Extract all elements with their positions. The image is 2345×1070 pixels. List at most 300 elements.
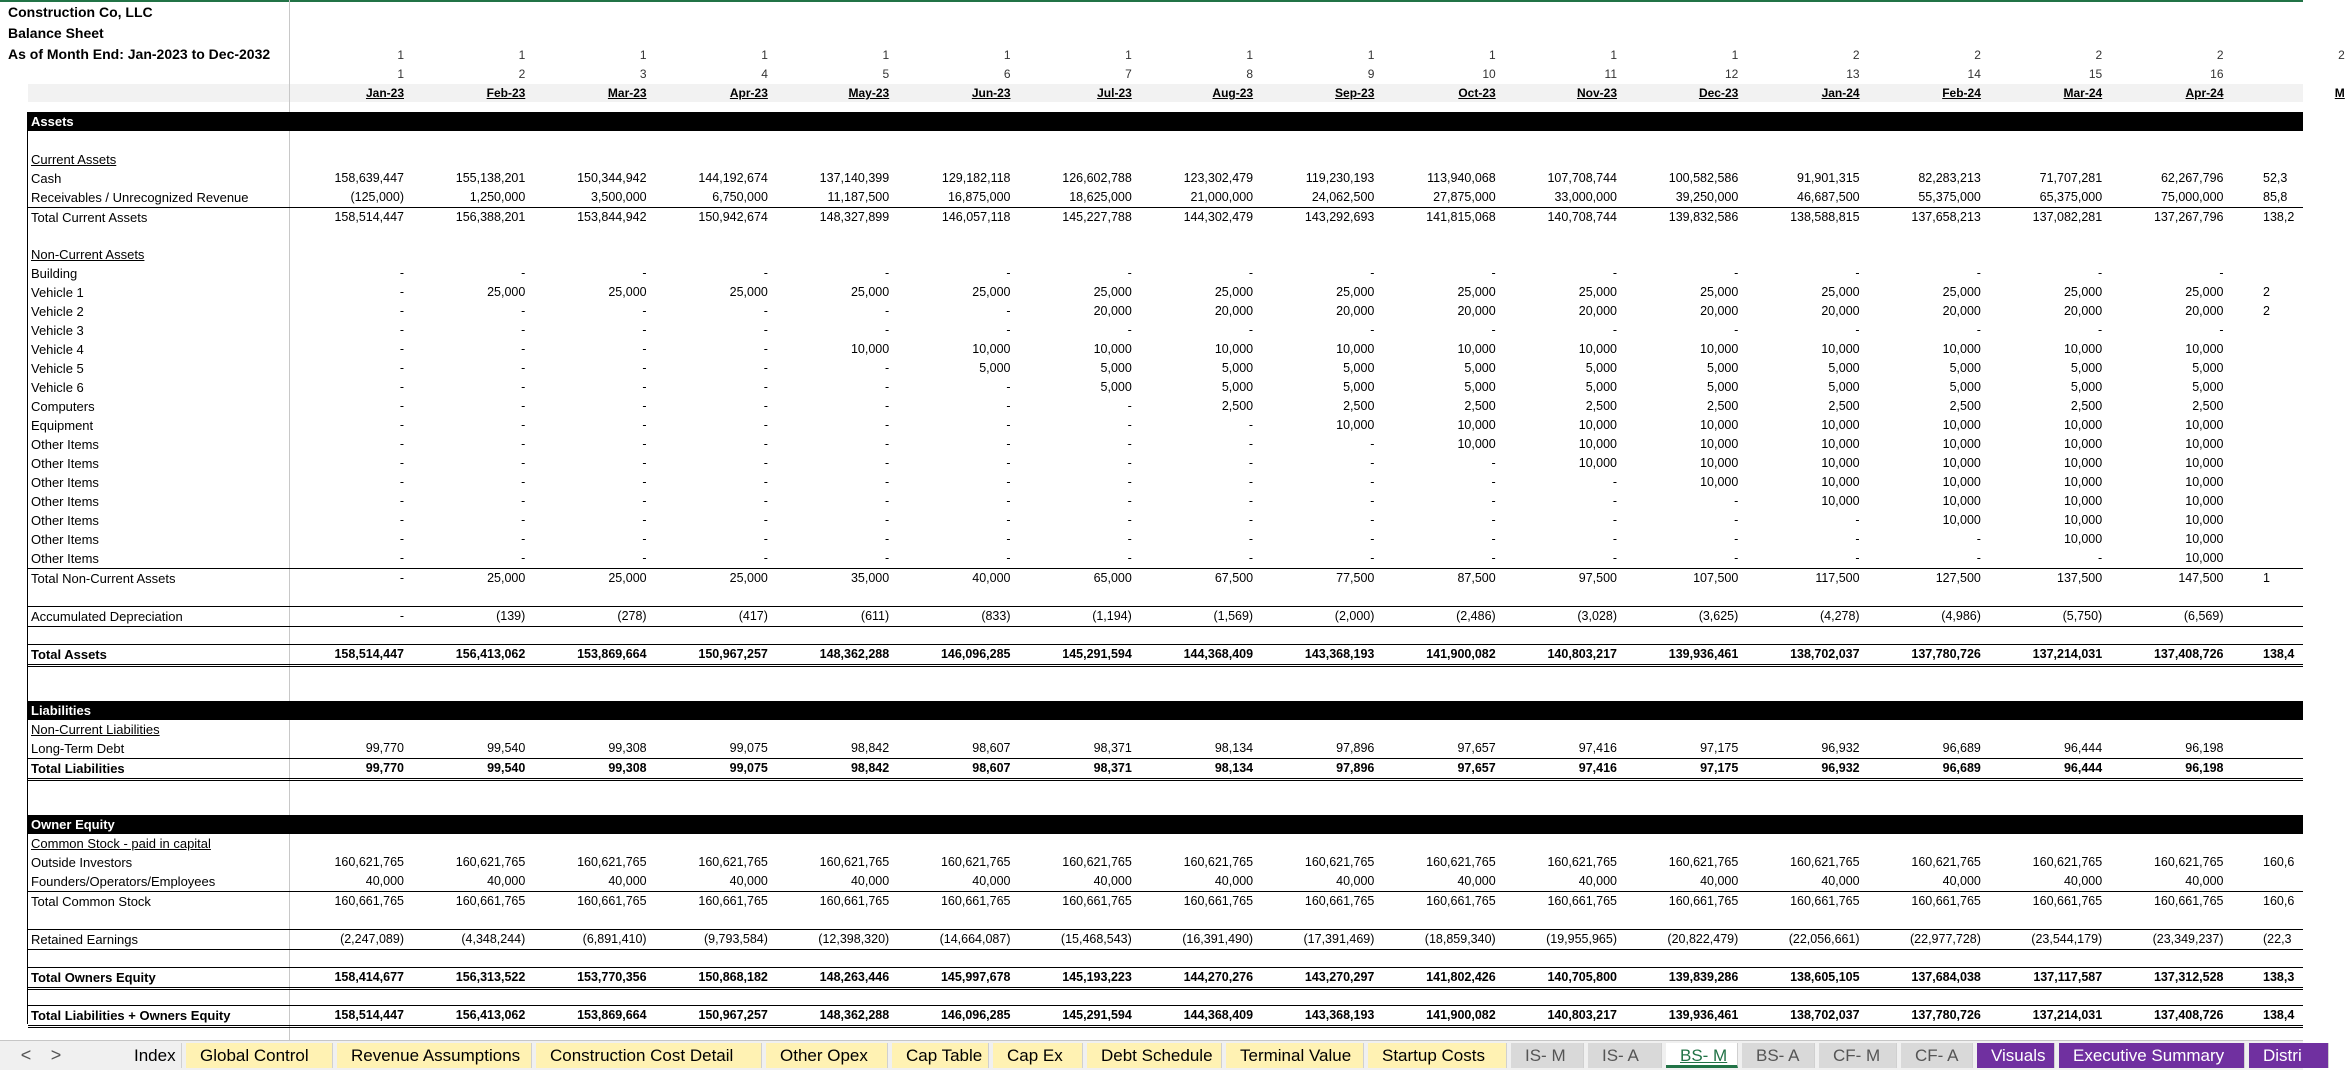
- sheet-tab-cap-ex[interactable]: Cap Ex: [993, 1043, 1083, 1068]
- value-cell[interactable]: 137,500: [2057, 571, 2103, 585]
- value-cell[interactable]: 139,936,461: [1668, 1008, 1739, 1022]
- value-cell[interactable]: 20,000: [2185, 304, 2224, 318]
- value-cell[interactable]: -: [399, 285, 404, 299]
- sheet-tab-distri[interactable]: Distri: [2249, 1043, 2329, 1068]
- value-cell[interactable]: 5,000: [1464, 380, 1496, 394]
- row-label[interactable]: Non-Current Assets: [31, 247, 145, 262]
- value-cell[interactable]: 141,900,082: [1426, 647, 1496, 661]
- value-cell[interactable]: (1,194): [1092, 609, 1132, 623]
- value-cell[interactable]: 2,500: [1221, 399, 1254, 413]
- value-cell[interactable]: 25,000: [2063, 285, 2103, 299]
- value-cell[interactable]: -: [1734, 513, 1739, 527]
- value-cell[interactable]: 140,803,217: [1547, 647, 1617, 661]
- value-cell[interactable]: 40,000: [1578, 874, 1617, 888]
- row-label[interactable]: Other Items: [31, 456, 99, 471]
- value-cell[interactable]: 67,500: [1214, 571, 1254, 585]
- value-cell[interactable]: -: [521, 513, 526, 527]
- value-cell[interactable]: 143,270,297: [1304, 970, 1375, 984]
- value-cell[interactable]: 10,000: [1821, 437, 1860, 451]
- value-cell[interactable]: 141,900,082: [1426, 1008, 1496, 1022]
- value-cell[interactable]: 33,000,000: [1554, 190, 1617, 204]
- value-cell[interactable]: -: [1006, 418, 1011, 432]
- value-cell[interactable]: 10,000: [1942, 456, 1981, 470]
- value-cell[interactable]: -: [2098, 266, 2103, 280]
- value-cell[interactable]: -: [763, 494, 768, 508]
- value-cell[interactable]: -: [642, 266, 647, 280]
- value-cell[interactable]: 91,901,315: [1797, 171, 1860, 185]
- value-cell[interactable]: 5,000: [2070, 361, 2103, 375]
- row-label[interactable]: Building: [31, 266, 78, 281]
- value-cell[interactable]: -: [1976, 266, 1981, 280]
- value-cell[interactable]: -: [1855, 323, 1860, 337]
- value-cell[interactable]: -: [1248, 456, 1254, 470]
- value-cell[interactable]: 40,000: [365, 874, 404, 888]
- value-cell[interactable]: 39,250,000: [1675, 190, 1739, 204]
- value-cell[interactable]: 160,6: [2263, 894, 2295, 908]
- value-cell[interactable]: (2,000): [1334, 609, 1375, 623]
- value-cell[interactable]: -: [642, 361, 647, 375]
- value-cell[interactable]: 129,182,118: [941, 171, 1011, 185]
- value-cell[interactable]: 10,000: [2063, 532, 2103, 546]
- value-cell[interactable]: -: [763, 475, 768, 489]
- value-cell[interactable]: -: [521, 532, 526, 546]
- value-cell[interactable]: 139,832,586: [1668, 210, 1739, 224]
- value-cell[interactable]: 139,936,461: [1668, 647, 1739, 661]
- value-cell[interactable]: 40,000: [850, 874, 890, 888]
- value-cell[interactable]: -: [1734, 551, 1739, 565]
- value-cell[interactable]: 143,292,693: [1304, 210, 1375, 224]
- value-cell[interactable]: 2,500: [2192, 399, 2224, 413]
- value-cell[interactable]: -: [1127, 266, 1132, 280]
- value-cell[interactable]: 10,000: [2063, 437, 2103, 451]
- value-cell[interactable]: 145,227,788: [1062, 210, 1132, 224]
- sheet-tab-cap-table[interactable]: Cap Table: [892, 1043, 989, 1068]
- row-label[interactable]: Vehicle 5: [31, 361, 84, 376]
- row-label[interactable]: Vehicle 6: [31, 380, 84, 395]
- value-cell[interactable]: -: [1370, 266, 1375, 280]
- value-cell[interactable]: 5,000: [1464, 361, 1496, 375]
- value-cell[interactable]: 10,000: [1700, 437, 1739, 451]
- value-cell[interactable]: 10,000: [1578, 437, 1617, 451]
- value-cell[interactable]: 11,187,500: [827, 190, 890, 204]
- value-cell[interactable]: 40,000: [2185, 874, 2224, 888]
- value-cell[interactable]: 2,500: [2070, 399, 2103, 413]
- value-cell[interactable]: 5,000: [1221, 361, 1254, 375]
- value-cell[interactable]: 119,230,193: [1305, 171, 1375, 185]
- value-cell[interactable]: 40,000: [608, 874, 647, 888]
- value-cell[interactable]: 99,308: [608, 761, 647, 775]
- value-cell[interactable]: 10,000: [1700, 456, 1739, 470]
- value-cell[interactable]: 140,708,744: [1547, 210, 1617, 224]
- value-cell[interactable]: 96,198: [2185, 741, 2224, 755]
- value-cell[interactable]: 97,175: [1700, 761, 1739, 775]
- value-cell[interactable]: 96,198: [2185, 761, 2224, 775]
- value-cell[interactable]: 75,000,000: [2160, 190, 2224, 204]
- value-cell[interactable]: -: [399, 456, 404, 470]
- value-cell[interactable]: 40,000: [1093, 874, 1132, 888]
- value-cell[interactable]: 160,621,765: [334, 855, 404, 869]
- value-cell[interactable]: 24,062,500: [1311, 190, 1375, 204]
- value-cell[interactable]: -: [1006, 380, 1011, 394]
- value-cell[interactable]: 35,000: [850, 571, 890, 585]
- value-cell[interactable]: -: [1855, 513, 1860, 527]
- value-cell[interactable]: 10,000: [2063, 342, 2103, 356]
- value-cell[interactable]: 155,138,201: [455, 171, 526, 185]
- value-cell[interactable]: 97,657: [1457, 761, 1496, 775]
- value-cell[interactable]: 20,000: [1336, 304, 1375, 318]
- value-cell[interactable]: 10,000: [2063, 494, 2103, 508]
- value-cell[interactable]: (2,486): [1456, 609, 1496, 623]
- value-cell[interactable]: 160,621,765: [1183, 855, 1254, 869]
- value-cell[interactable]: -: [1127, 532, 1132, 546]
- value-cell[interactable]: 20,000: [1942, 304, 1981, 318]
- value-cell[interactable]: 123,302,479: [1183, 171, 1254, 185]
- value-cell[interactable]: 10,000: [2185, 551, 2224, 565]
- row-label[interactable]: Outside Investors: [31, 855, 133, 870]
- value-cell[interactable]: 160,621,765: [577, 855, 647, 869]
- value-cell[interactable]: -: [399, 342, 404, 356]
- value-cell[interactable]: 145,291,594: [1062, 647, 1132, 661]
- value-cell[interactable]: 1: [2263, 571, 2270, 585]
- row-label[interactable]: Equipment: [31, 418, 94, 433]
- value-cell[interactable]: 139,839,286: [1668, 970, 1739, 984]
- value-cell[interactable]: -: [1491, 456, 1496, 470]
- value-cell[interactable]: -: [763, 304, 768, 318]
- value-cell[interactable]: 158,514,447: [334, 647, 404, 661]
- value-cell[interactable]: 10,000: [1942, 437, 1981, 451]
- value-cell[interactable]: 10,000: [1942, 494, 1981, 508]
- value-cell[interactable]: -: [885, 437, 890, 451]
- value-cell[interactable]: -: [1127, 513, 1132, 527]
- value-cell[interactable]: -: [1976, 551, 1981, 565]
- row-label[interactable]: Founders/Operators/Employees: [31, 874, 216, 889]
- row-label[interactable]: Common Stock - paid in capital: [31, 836, 211, 851]
- value-cell[interactable]: 99,075: [729, 741, 768, 755]
- row-label[interactable]: Total Owners Equity: [31, 970, 156, 985]
- value-cell[interactable]: -: [642, 532, 647, 546]
- value-cell[interactable]: 5,000: [2192, 361, 2224, 375]
- value-cell[interactable]: 137,408,726: [2153, 1008, 2224, 1022]
- value-cell[interactable]: 160,661,765: [1062, 894, 1132, 908]
- value-cell[interactable]: -: [521, 418, 526, 432]
- value-cell[interactable]: 158,514,447: [334, 1008, 404, 1022]
- sheet-tab-terminal-value[interactable]: Terminal Value: [1226, 1043, 1364, 1068]
- row-label[interactable]: Total Assets: [31, 647, 107, 662]
- value-cell[interactable]: -: [399, 513, 404, 527]
- value-cell[interactable]: 143,368,193: [1304, 647, 1375, 661]
- value-cell[interactable]: -: [642, 456, 647, 470]
- value-cell[interactable]: 137,082,281: [2032, 210, 2103, 224]
- value-cell[interactable]: -: [1734, 266, 1739, 280]
- value-cell[interactable]: 25,000: [1093, 285, 1132, 299]
- value-cell[interactable]: 148,362,288: [819, 647, 890, 661]
- row-label[interactable]: Other Items: [31, 437, 99, 452]
- row-label[interactable]: Assets: [31, 114, 74, 129]
- value-cell[interactable]: 16,875,000: [947, 190, 1011, 204]
- value-cell[interactable]: 40,000: [1214, 874, 1254, 888]
- value-cell[interactable]: 100,582,586: [1668, 171, 1739, 185]
- value-cell[interactable]: 5,000: [1707, 380, 1739, 394]
- value-cell[interactable]: -: [521, 342, 526, 356]
- value-cell[interactable]: -: [763, 418, 768, 432]
- value-cell[interactable]: 160,661,765: [577, 894, 647, 908]
- value-cell[interactable]: 98,134: [1214, 741, 1254, 755]
- sheet-tab-is-a[interactable]: IS- A: [1588, 1043, 1662, 1068]
- value-cell[interactable]: -: [1734, 532, 1739, 546]
- value-cell[interactable]: (3,028): [1577, 609, 1617, 623]
- value-cell[interactable]: 10,000: [1457, 418, 1496, 432]
- value-cell[interactable]: -: [1491, 532, 1496, 546]
- value-cell[interactable]: (9,793,584): [703, 932, 768, 946]
- sheet-tab-bs-a[interactable]: BS- A: [1742, 1043, 1815, 1068]
- value-cell[interactable]: 46,687,500: [1797, 190, 1860, 204]
- value-cell[interactable]: 98,842: [850, 761, 890, 775]
- value-cell[interactable]: -: [1006, 551, 1011, 565]
- value-cell[interactable]: 10,000: [2185, 456, 2224, 470]
- value-cell[interactable]: -: [885, 551, 890, 565]
- value-cell[interactable]: 150,942,674: [698, 210, 768, 224]
- value-cell[interactable]: 145,997,678: [940, 970, 1011, 984]
- value-cell[interactable]: 10,000: [1821, 494, 1860, 508]
- value-cell[interactable]: 20,000: [2063, 304, 2103, 318]
- row-label[interactable]: Non-Current Liabilities: [31, 722, 160, 737]
- value-cell[interactable]: 160,621,765: [1304, 855, 1375, 869]
- value-cell[interactable]: 137,267,796: [2153, 210, 2224, 224]
- value-cell[interactable]: 96,444: [2063, 741, 2103, 755]
- value-cell[interactable]: -: [763, 342, 768, 356]
- value-cell[interactable]: 160,621,765: [1911, 855, 1981, 869]
- value-cell[interactable]: 25,000: [1457, 285, 1496, 299]
- value-cell[interactable]: -: [1612, 551, 1617, 565]
- value-cell[interactable]: 107,500: [1693, 571, 1739, 585]
- value-cell[interactable]: -: [1612, 532, 1617, 546]
- value-cell[interactable]: 25,000: [1336, 285, 1375, 299]
- value-cell[interactable]: 97,175: [1700, 741, 1739, 755]
- value-cell[interactable]: 10,000: [1700, 342, 1739, 356]
- value-cell[interactable]: -: [1006, 437, 1011, 451]
- sheet-tab-is-m[interactable]: IS- M: [1511, 1043, 1584, 1068]
- value-cell[interactable]: 65,375,000: [2039, 190, 2103, 204]
- value-cell[interactable]: 5,000: [979, 361, 1011, 375]
- value-cell[interactable]: 153,869,664: [577, 647, 647, 661]
- value-cell[interactable]: -: [885, 456, 890, 470]
- value-cell[interactable]: 160,621,765: [1547, 855, 1617, 869]
- value-cell[interactable]: 160,661,765: [1668, 894, 1739, 908]
- value-cell[interactable]: -: [1248, 266, 1254, 280]
- value-cell[interactable]: -: [1370, 437, 1375, 451]
- value-cell[interactable]: 10,000: [972, 342, 1011, 356]
- value-cell[interactable]: -: [885, 323, 890, 337]
- value-cell[interactable]: -: [1370, 494, 1375, 508]
- value-cell[interactable]: 137,117,587: [2033, 970, 2103, 984]
- value-cell[interactable]: 138,702,037: [1790, 1008, 1860, 1022]
- value-cell[interactable]: 148,327,899: [819, 210, 890, 224]
- value-cell[interactable]: 137,214,031: [2032, 647, 2103, 661]
- value-cell[interactable]: -: [521, 494, 526, 508]
- value-cell[interactable]: -: [1006, 304, 1011, 318]
- value-cell[interactable]: 150,967,257: [698, 647, 768, 661]
- value-cell[interactable]: 146,057,118: [941, 210, 1011, 224]
- value-cell[interactable]: 96,932: [1821, 741, 1860, 755]
- value-cell[interactable]: (12,398,320): [818, 932, 890, 946]
- value-cell[interactable]: -: [1612, 323, 1617, 337]
- value-cell[interactable]: 146,096,285: [940, 647, 1011, 661]
- row-label[interactable]: Accumulated Depreciation: [31, 609, 183, 624]
- value-cell[interactable]: 5,000: [2192, 380, 2224, 394]
- value-cell[interactable]: 25,000: [972, 285, 1011, 299]
- value-cell[interactable]: -: [521, 380, 526, 394]
- value-cell[interactable]: 160,661,765: [1304, 894, 1375, 908]
- value-cell[interactable]: 5,000: [1828, 380, 1860, 394]
- value-cell[interactable]: 160,661,765: [1911, 894, 1981, 908]
- value-cell[interactable]: -: [1370, 475, 1375, 489]
- row-label[interactable]: Other Items: [31, 494, 99, 509]
- value-cell[interactable]: -: [1491, 494, 1496, 508]
- value-cell[interactable]: 10,000: [2185, 513, 2224, 527]
- value-cell[interactable]: 160,661,765: [940, 894, 1011, 908]
- row-label[interactable]: Cash: [31, 171, 62, 186]
- value-cell[interactable]: -: [1248, 323, 1254, 337]
- sheet-tab-debt-schedule[interactable]: Debt Schedule: [1087, 1043, 1222, 1068]
- value-cell[interactable]: 2: [2263, 304, 2270, 318]
- value-cell[interactable]: -: [1248, 513, 1254, 527]
- value-cell[interactable]: -: [1612, 475, 1617, 489]
- value-cell[interactable]: 20,000: [1578, 304, 1617, 318]
- value-cell[interactable]: 148,263,446: [819, 970, 890, 984]
- value-cell[interactable]: -: [1976, 323, 1981, 337]
- value-cell[interactable]: -: [1006, 513, 1011, 527]
- row-label[interactable]: Total Common Stock: [31, 894, 151, 909]
- value-cell[interactable]: -: [885, 418, 890, 432]
- value-cell[interactable]: -: [1370, 551, 1375, 565]
- value-cell[interactable]: -: [763, 323, 768, 337]
- value-cell[interactable]: -: [521, 475, 526, 489]
- value-cell[interactable]: -: [1006, 266, 1011, 280]
- value-cell[interactable]: 10,000: [1336, 342, 1375, 356]
- value-cell[interactable]: 141,802,426: [1426, 970, 1496, 984]
- value-cell[interactable]: 138,4: [2263, 1008, 2295, 1022]
- value-cell[interactable]: (4,986): [1941, 609, 1981, 623]
- value-cell[interactable]: (278): [617, 609, 647, 623]
- value-cell[interactable]: 10,000: [1457, 437, 1496, 451]
- value-cell[interactable]: 145,291,594: [1062, 1008, 1132, 1022]
- value-cell[interactable]: 10,000: [1821, 456, 1860, 470]
- value-cell[interactable]: 146,096,285: [940, 1008, 1011, 1022]
- value-cell[interactable]: (23,544,179): [2031, 932, 2103, 946]
- value-cell[interactable]: 20,000: [1214, 304, 1254, 318]
- value-cell[interactable]: 20,000: [1821, 304, 1860, 318]
- value-cell[interactable]: -: [885, 532, 890, 546]
- value-cell[interactable]: -: [1248, 418, 1254, 432]
- value-cell[interactable]: -: [1127, 323, 1132, 337]
- value-cell[interactable]: 158,639,447: [334, 171, 404, 185]
- value-cell[interactable]: 160,621,765: [1426, 855, 1496, 869]
- value-cell[interactable]: -: [399, 380, 404, 394]
- row-label[interactable]: Vehicle 4: [31, 342, 84, 357]
- value-cell[interactable]: 127,500: [1935, 571, 1981, 585]
- value-cell[interactable]: (833): [981, 609, 1011, 623]
- value-cell[interactable]: -: [1370, 456, 1375, 470]
- row-label[interactable]: Current Assets: [31, 152, 117, 167]
- row-label[interactable]: Total Liabilities: [31, 761, 125, 776]
- value-cell[interactable]: -: [2098, 551, 2103, 565]
- value-cell[interactable]: 5,000: [1343, 361, 1375, 375]
- value-cell[interactable]: -: [642, 494, 647, 508]
- value-cell[interactable]: 137,140,399: [819, 171, 890, 185]
- row-label[interactable]: Other Items: [31, 532, 99, 547]
- value-cell[interactable]: -: [399, 571, 404, 585]
- value-cell[interactable]: -: [521, 399, 526, 413]
- value-cell[interactable]: (19,955,965): [1546, 932, 1617, 946]
- value-cell[interactable]: 113,940,068: [1427, 171, 1496, 185]
- row-label[interactable]: Vehicle 3: [31, 323, 84, 338]
- value-cell[interactable]: -: [885, 494, 890, 508]
- value-cell[interactable]: 158,414,677: [334, 970, 404, 984]
- value-cell[interactable]: -: [1370, 532, 1375, 546]
- value-cell[interactable]: 5,000: [1585, 361, 1617, 375]
- value-cell[interactable]: 160,621,765: [1668, 855, 1739, 869]
- row-label[interactable]: Total Liabilities + Owners Equity: [31, 1008, 231, 1023]
- value-cell[interactable]: 117,500: [1815, 571, 1860, 585]
- value-cell[interactable]: 97,416: [1578, 741, 1617, 755]
- value-cell[interactable]: 138,4: [2263, 647, 2295, 661]
- value-cell[interactable]: -: [763, 513, 768, 527]
- value-cell[interactable]: -: [1127, 399, 1132, 413]
- value-cell[interactable]: -: [2219, 323, 2224, 337]
- sheet-tab-global-control[interactable]: Global Control: [186, 1043, 333, 1068]
- value-cell[interactable]: 144,302,479: [1183, 210, 1254, 224]
- value-cell[interactable]: 82,283,213: [1918, 171, 1981, 185]
- value-cell[interactable]: 10,000: [2063, 456, 2103, 470]
- value-cell[interactable]: -: [1734, 494, 1739, 508]
- value-cell[interactable]: 25,000: [608, 571, 647, 585]
- row-label[interactable]: Other Items: [31, 551, 99, 566]
- value-cell[interactable]: 40,000: [1942, 874, 1981, 888]
- value-cell[interactable]: 99,308: [608, 741, 647, 755]
- value-cell[interactable]: 144,192,674: [698, 171, 768, 185]
- value-cell[interactable]: 137,780,726: [1911, 1008, 1981, 1022]
- value-cell[interactable]: 65,000: [1093, 571, 1132, 585]
- value-cell[interactable]: -: [642, 437, 647, 451]
- value-cell[interactable]: 2,500: [1707, 399, 1739, 413]
- value-cell[interactable]: 25,000: [1578, 285, 1617, 299]
- value-cell[interactable]: (3,625): [1698, 609, 1739, 623]
- value-cell[interactable]: 1,250,000: [469, 190, 526, 204]
- value-cell[interactable]: 160,621,765: [1062, 855, 1132, 869]
- value-cell[interactable]: 40,000: [972, 874, 1011, 888]
- value-cell[interactable]: 2: [2263, 285, 2270, 299]
- value-cell[interactable]: -: [885, 475, 890, 489]
- value-cell[interactable]: 160,661,765: [1426, 894, 1496, 908]
- value-cell[interactable]: 140,803,217: [1547, 1008, 1617, 1022]
- sheet-tab-bs-m[interactable]: BS- M: [1666, 1043, 1738, 1068]
- sheet-tab-cf-m[interactable]: CF- M: [1819, 1043, 1897, 1068]
- value-cell[interactable]: 160,661,765: [819, 894, 890, 908]
- value-cell[interactable]: 160,621,765: [455, 855, 526, 869]
- value-cell[interactable]: -: [642, 399, 647, 413]
- value-cell[interactable]: -: [885, 380, 890, 394]
- value-cell[interactable]: (1,569): [1213, 609, 1254, 623]
- value-cell[interactable]: -: [1855, 532, 1860, 546]
- value-cell[interactable]: 96,444: [2063, 761, 2103, 775]
- value-cell[interactable]: 10,000: [850, 342, 890, 356]
- value-cell[interactable]: 138,702,037: [1790, 647, 1860, 661]
- value-cell[interactable]: -: [1976, 532, 1981, 546]
- value-cell[interactable]: -: [399, 551, 404, 565]
- value-cell[interactable]: -: [1612, 513, 1617, 527]
- value-cell[interactable]: 5,000: [1221, 380, 1254, 394]
- value-cell[interactable]: -: [399, 361, 404, 375]
